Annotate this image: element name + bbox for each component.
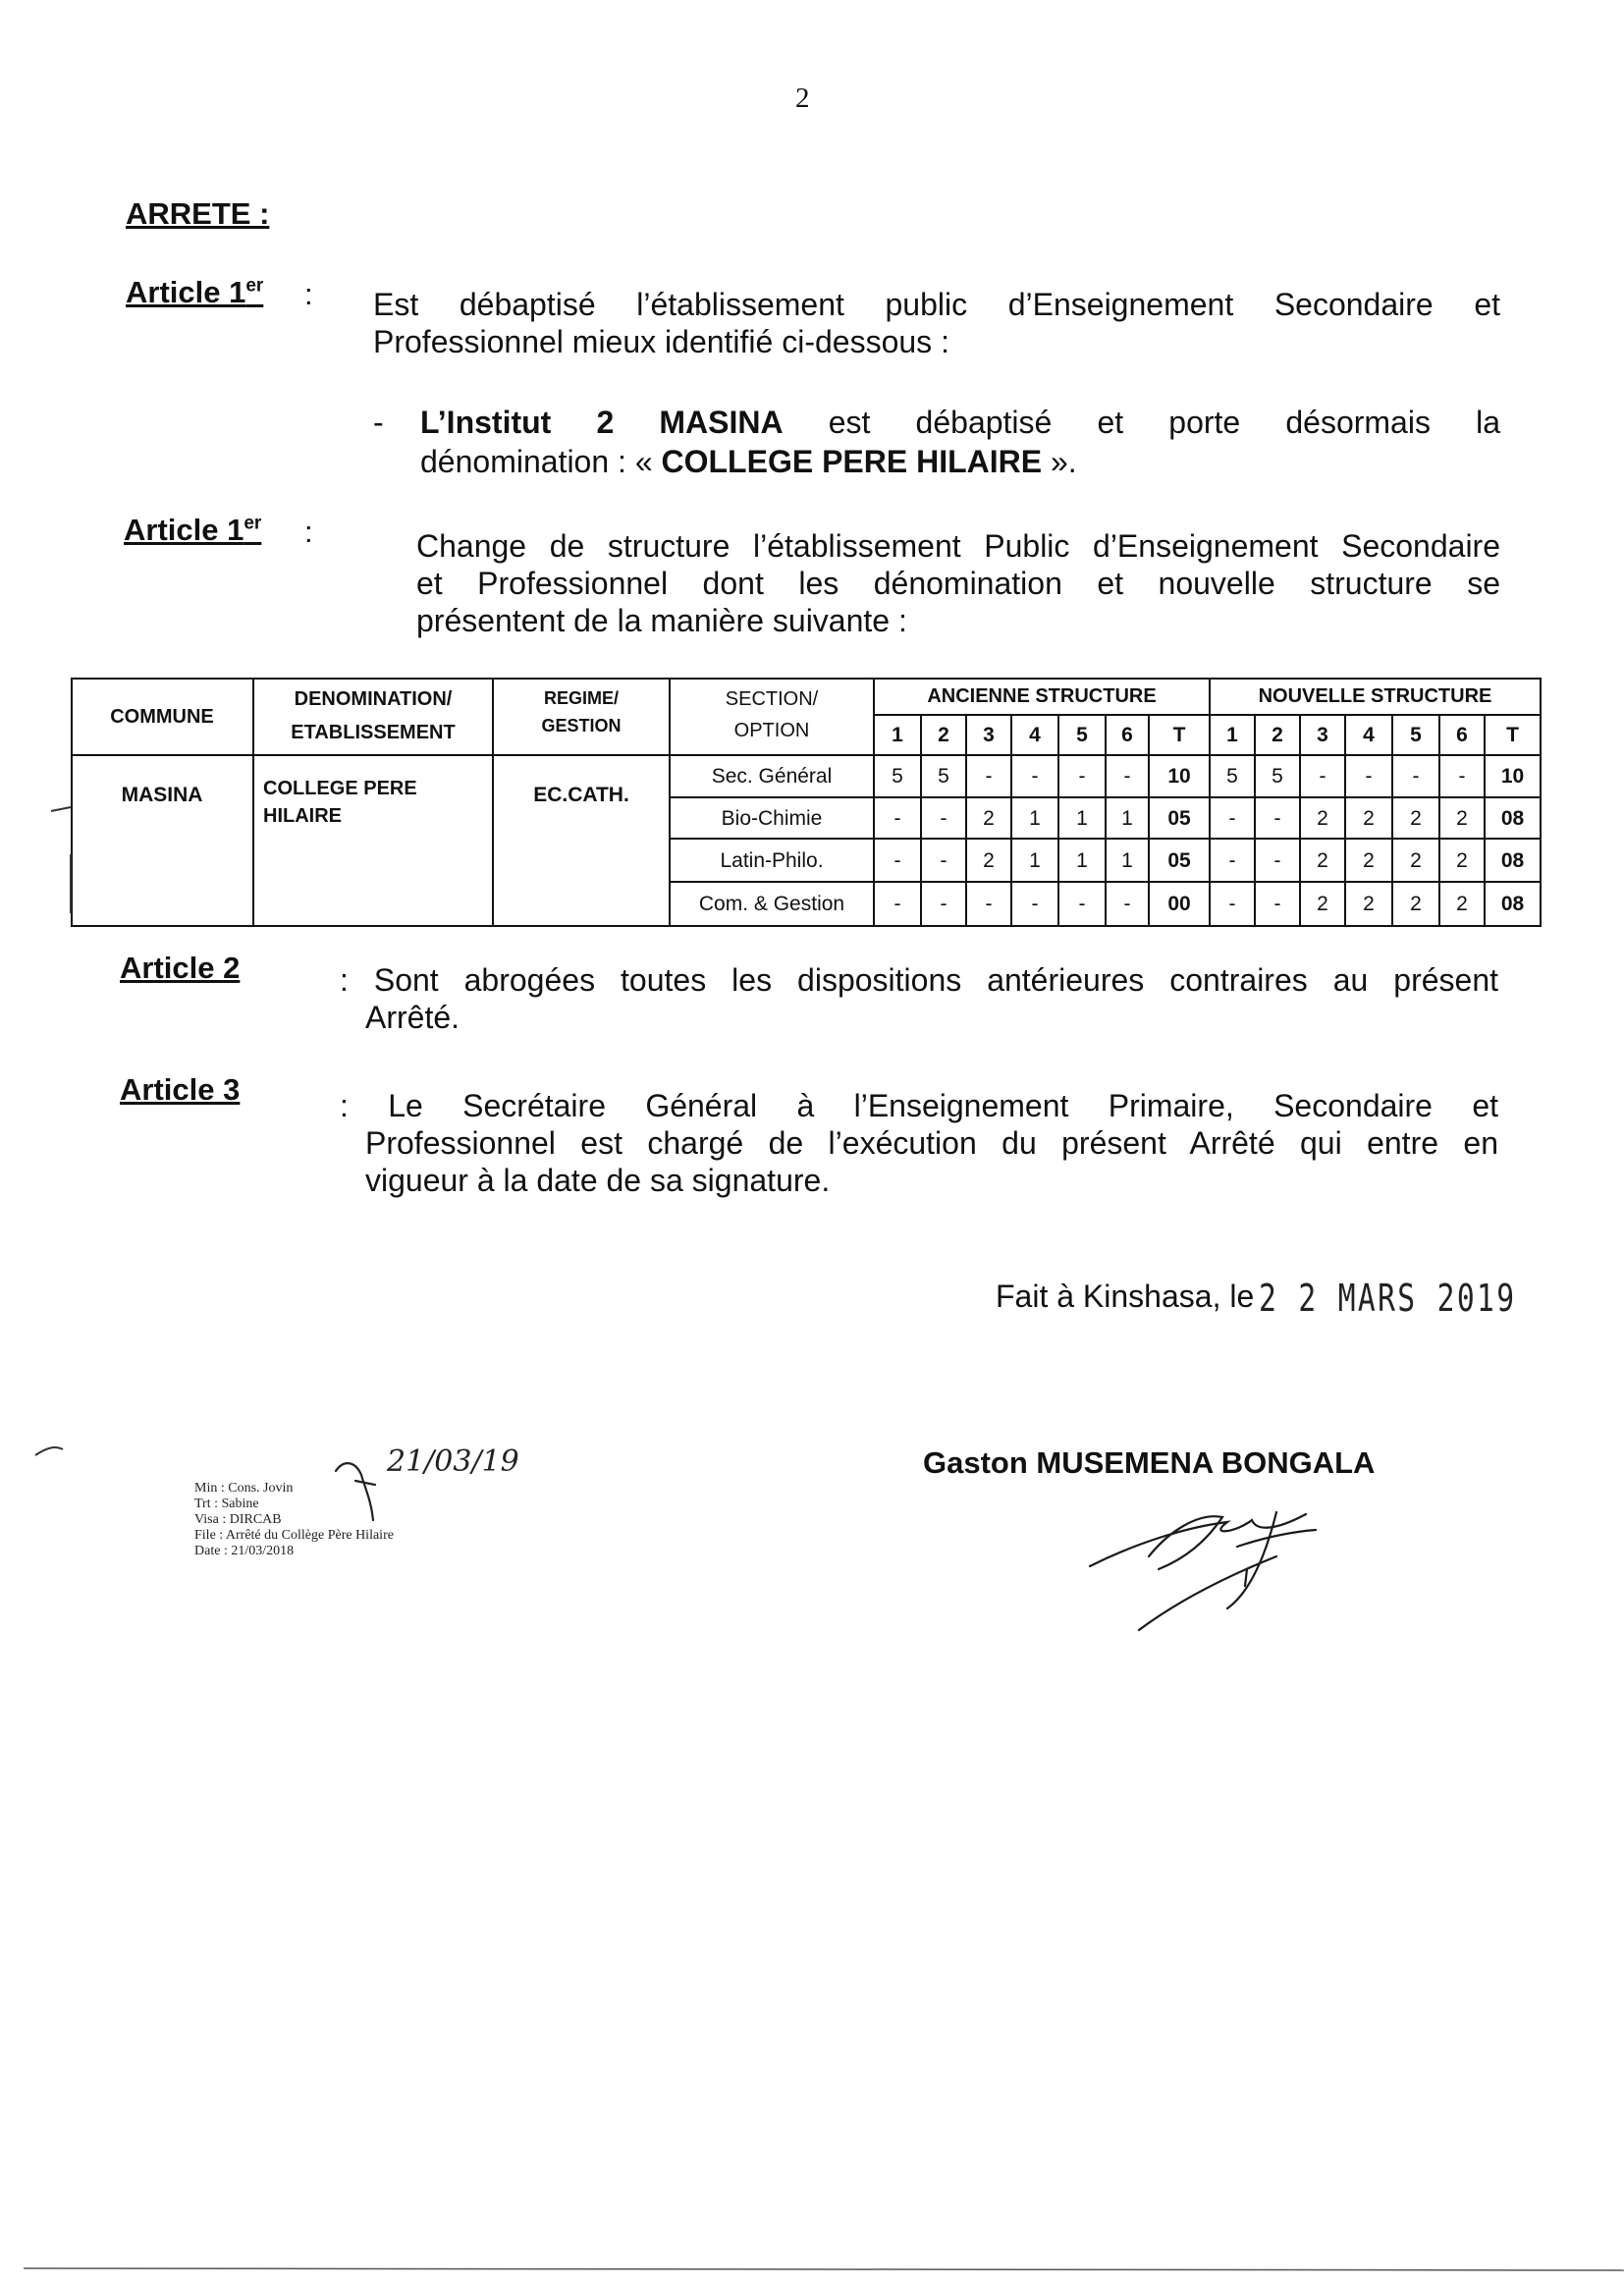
article-3-line-3: vigueur à la date de sa signature. (365, 1163, 831, 1198)
ancienne-count-cell: 05 (1167, 806, 1191, 830)
year-header-nouvelle: 1 (1226, 724, 1238, 746)
page-number: 2 (795, 82, 810, 114)
nouvelle-count-cell: - (1365, 765, 1373, 788)
article-1b-line-1: Change de structure l’établissement Public d’Enseignement Secondaire (416, 528, 1500, 564)
article-1b-line-2: et Professionnel dont les dénomination et nouvelle structure se (416, 566, 1500, 601)
nouvelle-count-cell: - (1273, 848, 1281, 872)
nouvelle-count-cell: 2 (1410, 893, 1422, 915)
place-and-date: Fait à Kinshasa, le (996, 1279, 1255, 1314)
nouvelle-count-cell: 08 (1500, 806, 1525, 830)
commune-value: MASINA (121, 783, 203, 806)
header-regime-2: GESTION (541, 716, 622, 735)
year-header-ancienne: 5 (1076, 724, 1088, 746)
nouvelle-count-cell: 10 (1500, 765, 1525, 788)
ancienne-count-cell: 2 (983, 806, 995, 830)
ancienne-count-cell: 1 (1121, 806, 1133, 830)
ancienne-count-cell: 00 (1167, 893, 1191, 915)
section-option-cell: Com. & Gestion (698, 893, 845, 915)
header-regime-1: REGIME/ (543, 688, 619, 708)
ancienne-count-cell: 1 (1076, 848, 1088, 872)
ancienne-count-cell: - (1078, 765, 1086, 788)
nouvelle-count-cell: 2 (1456, 806, 1468, 830)
nouvelle-count-cell: - (1273, 806, 1281, 830)
year-header-nouvelle: 2 (1272, 724, 1283, 746)
nouvelle-count-cell: 2 (1456, 893, 1468, 915)
etablissement-value-1: COLLEGE PERE (263, 777, 417, 799)
article-1b-sup: er (244, 513, 262, 534)
signer-name: Gaston MUSEMENA BONGALA (923, 1445, 1376, 1480)
nouvelle-count-cell: 2 (1317, 893, 1328, 915)
year-header-ancienne: 6 (1121, 724, 1133, 746)
ancienne-count-cell: 2 (983, 848, 995, 872)
nouvelle-count-cell: 08 (1500, 893, 1525, 915)
nouvelle-count-cell: - (1228, 806, 1236, 830)
header-commune: COMMUNE (110, 705, 214, 728)
nouvelle-count-cell: 2 (1317, 848, 1328, 872)
article-1-item-line-2-post: ». (1042, 444, 1077, 479)
article-1b-label: Article 1er (124, 513, 262, 547)
ancienne-count-cell: - (985, 893, 993, 915)
section-option-cell: Sec. Général (711, 765, 833, 788)
ancienne-count-cell: - (893, 848, 901, 872)
nouvelle-count-cell: 5 (1226, 765, 1238, 788)
nouvelle-count-cell: - (1228, 893, 1236, 915)
ancienne-count-cell: - (1123, 893, 1131, 915)
year-header-ancienne: 3 (983, 724, 995, 746)
ref-line: Trt : Sabine (194, 1497, 259, 1511)
ancienne-count-cell: 1 (1076, 806, 1088, 830)
nouvelle-count-cell: - (1319, 765, 1326, 788)
nouvelle-count-cell: - (1273, 893, 1281, 915)
ancienne-count-cell: 1 (1029, 806, 1041, 830)
article-2-label: Article 2 (120, 951, 241, 985)
ancienne-count-cell: 5 (892, 765, 903, 788)
nouvelle-count-cell: 2 (1410, 848, 1422, 872)
article-1b-colon: : (304, 515, 313, 549)
nouvelle-count-cell: 2 (1363, 848, 1375, 872)
article-2-line-1: : Sont abrogées toutes les dispositions antérieures contraires au présent (340, 962, 1498, 998)
header-denomination-2: ETABLISSEMENT (291, 722, 456, 743)
article-1-item-line-1-rest: est débaptisé et porte désormais la (783, 405, 1500, 440)
etablissement-value-2: HILAIRE (263, 804, 342, 827)
ancienne-count-cell: - (940, 893, 947, 915)
ancienne-count-cell: - (1123, 765, 1131, 788)
header-ancienne-structure: ANCIENNE STRUCTURE (927, 685, 1157, 707)
ancienne-count-cell: - (893, 806, 901, 830)
article-1-line-2: Professionnel mieux identifié ci-dessous : (373, 324, 949, 359)
header-section-2: OPTION (733, 720, 810, 741)
ref-line: Min : Cons. Jovin (194, 1481, 294, 1496)
ref-line: Visa : DIRCAB (194, 1512, 282, 1527)
year-header-nouvelle: T (1506, 724, 1519, 746)
year-header-ancienne: 1 (892, 724, 903, 746)
header-nouvelle-structure: NOUVELLE STRUCTURE (1258, 685, 1492, 707)
ancienne-count-cell: - (1031, 893, 1039, 915)
nouvelle-count-cell: 2 (1363, 893, 1375, 915)
ancienne-count-cell: 05 (1167, 848, 1191, 872)
ancienne-count-cell: 1 (1121, 848, 1133, 872)
article-1-colon: : (304, 277, 313, 311)
nouvelle-count-cell: 5 (1272, 765, 1283, 788)
ancienne-count-cell: - (1031, 765, 1039, 788)
ancienne-count-cell: - (985, 765, 993, 788)
ancienne-count-cell: 1 (1029, 848, 1041, 872)
article-3-label: Article 3 (120, 1072, 241, 1107)
ancienne-count-cell: - (940, 806, 947, 830)
year-header-nouvelle: 3 (1317, 724, 1328, 746)
section-option-cell: Bio-Chimie (721, 806, 823, 830)
article-1-line-1: Est débaptisé l’établissement public d’Enseignement Secondaire et (373, 287, 1500, 322)
nouvelle-count-cell: 2 (1363, 806, 1375, 830)
arrete-heading: ARRETE : (126, 196, 270, 231)
header-section-1: SECTION/ (725, 688, 819, 710)
article-3-line-2: Professionnel est chargé de l’exécution du présent Arrêté qui entre en (365, 1125, 1498, 1161)
nouvelle-count-cell: - (1412, 765, 1420, 788)
nouvelle-count-cell: 2 (1317, 806, 1328, 830)
ancienne-count-cell: 10 (1167, 765, 1191, 788)
regime-value: EC.CATH. (533, 783, 629, 806)
article-1-item-line-2-pre: dénomination : « (420, 444, 662, 479)
year-header-nouvelle: 5 (1410, 724, 1422, 746)
ancienne-count-cell: - (893, 893, 901, 915)
nouvelle-count-cell: - (1458, 765, 1466, 788)
header-denomination-1: DENOMINATION/ (294, 688, 453, 710)
initials-note: 21/03/19 (387, 1444, 519, 1479)
section-option-cell: Latin-Philo. (720, 848, 824, 872)
article-3-line-1: : Le Secrétaire Général à l’Enseignement Primaire, Secondaire et (340, 1088, 1498, 1123)
year-header-ancienne: 2 (938, 724, 949, 746)
year-header-ancienne: T (1172, 724, 1186, 746)
ancienne-count-cell: - (1078, 893, 1086, 915)
year-header-ancienne: 4 (1029, 724, 1041, 746)
nouvelle-count-cell: 2 (1410, 806, 1422, 830)
article-1-sup: er (245, 275, 264, 297)
date-stamp: 2 2 MARS 2019 (1259, 1277, 1517, 1320)
article-1b-line-3: présentent de la manière suivante : (416, 603, 907, 638)
article-2-line-2: Arrêté. (365, 1000, 460, 1035)
nouvelle-count-cell: 2 (1456, 848, 1468, 872)
nouvelle-count-cell: 08 (1500, 848, 1525, 872)
ancienne-count-cell: - (940, 848, 947, 872)
old-school-name: L’Institut 2 MASINA (420, 405, 784, 440)
nouvelle-count-cell: - (1228, 848, 1236, 872)
ancienne-count-cell: 5 (938, 765, 949, 788)
article-1-label: Article 1er (126, 275, 264, 309)
article-1-item-dash: - (373, 405, 384, 440)
ref-line: File : Arrêté du Collège Père Hilaire (194, 1528, 394, 1543)
new-school-name: COLLEGE PERE HILAIRE (661, 444, 1043, 479)
year-header-nouvelle: 6 (1456, 724, 1468, 746)
ref-line: Date : 21/03/2018 (194, 1544, 295, 1558)
year-header-nouvelle: 4 (1363, 724, 1375, 746)
